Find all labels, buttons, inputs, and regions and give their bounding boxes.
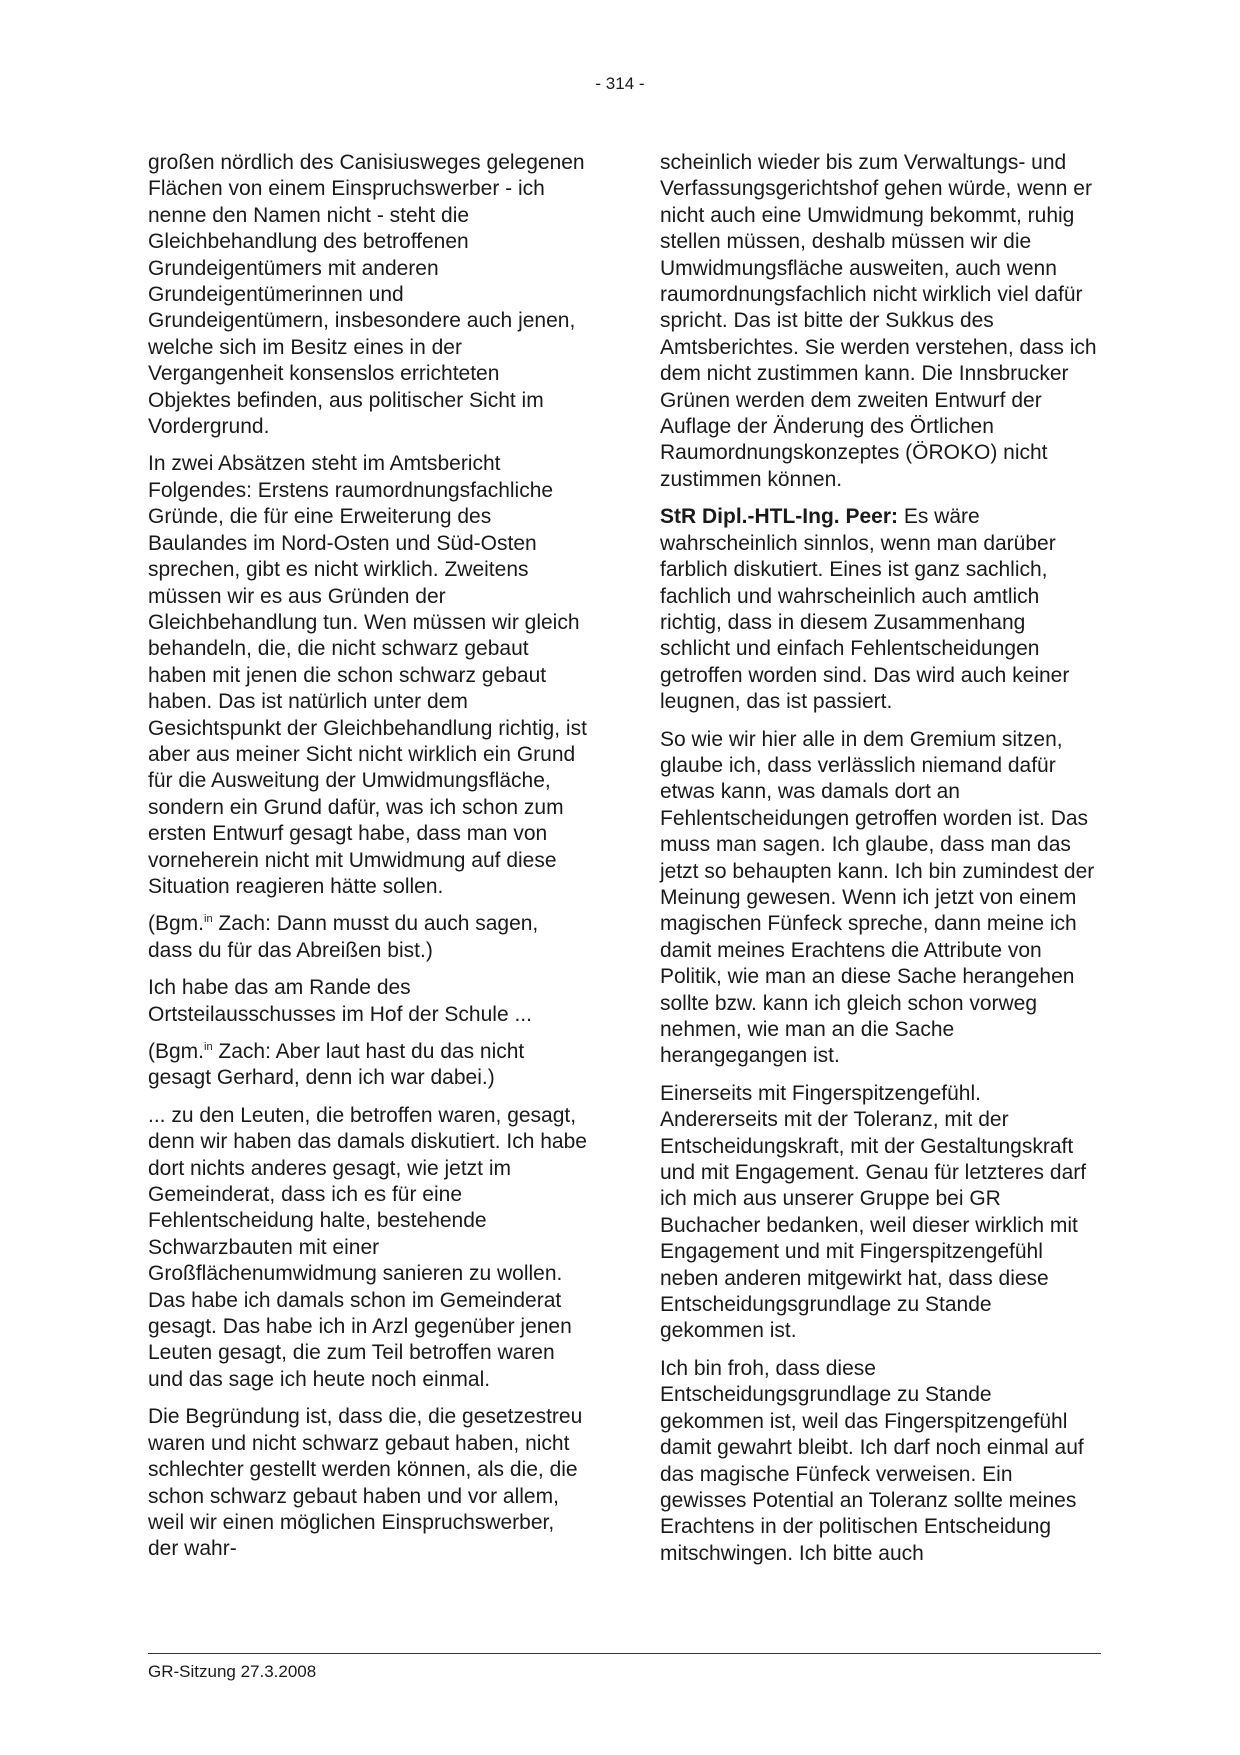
interjection — [148, 911, 588, 964]
interjection — [148, 1039, 588, 1092]
interjection-text: Zach: Dann musst du auch sagen, dass du für das Abreißen bist.) — [148, 912, 539, 962]
page-number: - 314 - — [595, 74, 645, 93]
superscript: in — [204, 913, 213, 926]
speech-text: Es wäre wahrscheinlich sinnlos, wenn man darüber farblich diskutiert. Eines ist ganz sachlich, fachlich und wahrscheinlich auch amtlich richtig, dass in diesem Zusammenhang schlicht und einfach Fehlentscheidungen getroffen worden sind. Das wird auch keiner leugnen, das ist passiert. — [660, 505, 1070, 714]
paragraph: In zwei Absätzen steht im Amtsbericht Folgendes: Erstens raumordnungsfachliche Gründe, die für eine Erweiterung des Baulandes im Nord-Osten und Süd-Osten sprechen, gibt es nicht wirklich. Zweitens müssen wir es aus Gründen der Gleichbehandlung tun. Wen müssen wir gleich behandeln, die, die nicht schwarz gebaut haben mit jenen die schon schwarz gebaut haben. Das ist natürlich unter dem Gesichtspunkt der Gleichbehandlung richtig, ist aber aus meiner Sicht nicht wirklich ein Grund für die Ausweitung der Umwidmungsfläche, sondern ein Grund dafür, was ich schon zum ersten Entwurf gesagt habe, dass man von vorneherein nicht mit Umwidmung auf diese Situation reagieren hätte sollen. — [148, 452, 587, 898]
interjection-text: Zach: Aber laut hast du das nicht gesagt Gerhard, denn ich war dabei.) — [148, 1040, 525, 1090]
paragraph: Die Begründung ist, dass die, die gesetzestreu waren und nicht schwarz gebaut haben, nicht schlechter gestellt werden können, als die, die schon schwarz gebaut haben und vor allem, weil wir einen möglichen Einspruchswerber, der wahr- — [148, 1405, 583, 1561]
speaker-name: StR Dipl.-HTL-Ing. Peer: — [660, 505, 898, 529]
superscript: in — [204, 1041, 213, 1053]
paragraph: So wie wir hier alle in dem Gremium sitzen, glaube ich, dass verlässlich niemand dafür etwas kann, was damals dort an Fehlentscheidungen getroffen worden ist. Das muss man sagen. Ich glaube, dass man das jetzt so behaupten kann. Ich bin zumindest der Meinung gewesen. Wenn ich jetzt von einem magischen Fünfeck spreche, dann meine ich damit meines Erachtens die Attribute von Politik, wie man an diese Sache herangehen sollte bzw. kann ich gleich schon vorweg nehmen, wie man an die Sache herangegangen ist. — [660, 727, 1095, 1068]
left-column — [148, 150, 588, 1574]
paragraph: Einerseits mit Fingerspitzengefühl. Andererseits mit der Toleranz, mit der Entscheidungskraft, mit der Gestaltungskraft und mit Engagement. Genau für letzteres darf ich mich aus unserer Gruppe bei GR Buchacher bedanken, weil dieser wirklich mit Engagement und mit Fingerspitzengefühl neben anderen mitgewirkt hat, dass diese Entscheidungsgrundlage zu Stande gekommen ist. — [660, 1081, 1087, 1343]
footer-divider — [148, 1653, 1101, 1654]
paragraph: ... zu den Leuten, die betroffen waren, gesagt, denn wir haben das damals diskutiert. Ich habe dort nichts anderes gesagt, wie jetzt im Gemeinderat, dass ich es für eine Fehlentscheidung halte, bestehende Schwarzbauten mit einer Großflächenumwidmung sanieren zu wollen. Das habe ich damals schon im Gemeinderat gesagt. Das habe ich in Arzl gegenüber jenen Leuten gesagt, die zum Teil betroffen waren und das sage ich heute noch einmal. — [148, 1103, 587, 1391]
paragraph: Ich bin froh, dass diese Entscheidungsgrundlage zu Stande gekommen ist, weil das Fingerspitzengefühl damit gewahrt bleibt. Ich darf noch einmal auf das magische Fünfeck verweisen. Ein gewisses Potential an Toleranz sollte meines Erachtens in der politischen Entscheidung mitschwingen. Ich bitte auch — [660, 1356, 1084, 1565]
interjection-speaker-prefix: (Bgm. — [148, 912, 205, 936]
paragraph: Ich habe das am Rande des Ortsteilausschusses im Hof der Schule ... — [148, 976, 532, 1026]
paragraph: großen nördlich des Canisiusweges gelegenen Flächen von einem Einspruchswerber - ich nenne den Namen nicht - steht die Gleichbehandlung des betroffenen Grundeigentümers mit anderen Grundeigentümerinnen und Grundeigentümern, insbesondere auch jenen, welche sich im Besitz eines in der Vergangenheit konsenslos errichteten Objektes befinden, aus politischer Sicht im Vordergrund. — [148, 151, 585, 439]
speech-paragraph — [660, 504, 1100, 715]
footer-text: GR-Sitzung 27.3.2008 — [148, 1662, 317, 1681]
interjection-speaker-prefix: (Bgm. — [148, 1040, 205, 1063]
paragraph: scheinlich wieder bis zum Verwaltungs- und Verfassungsgerichtshof gehen würde, wenn er nicht auch eine Umwidmung bekommt, ruhig stellen müssen, deshalb müssen wir die Umwidmungsfläche ausweiten, auch wenn raumordnungsfachlich nicht wirklich viel dafür spricht. Das ist bitte der Sukkus des Amtsberichtes. Sie werden verstehen, dass ich dem nicht zustimmen kann. Die Innsbrucker Grünen werden dem zweiten Entwurf der Auflage der Änderung des Örtlichen Raumordnungskonzeptes (ÖROKO) nicht zustimmen können. — [660, 151, 1097, 491]
right-column — [660, 150, 1100, 1578]
